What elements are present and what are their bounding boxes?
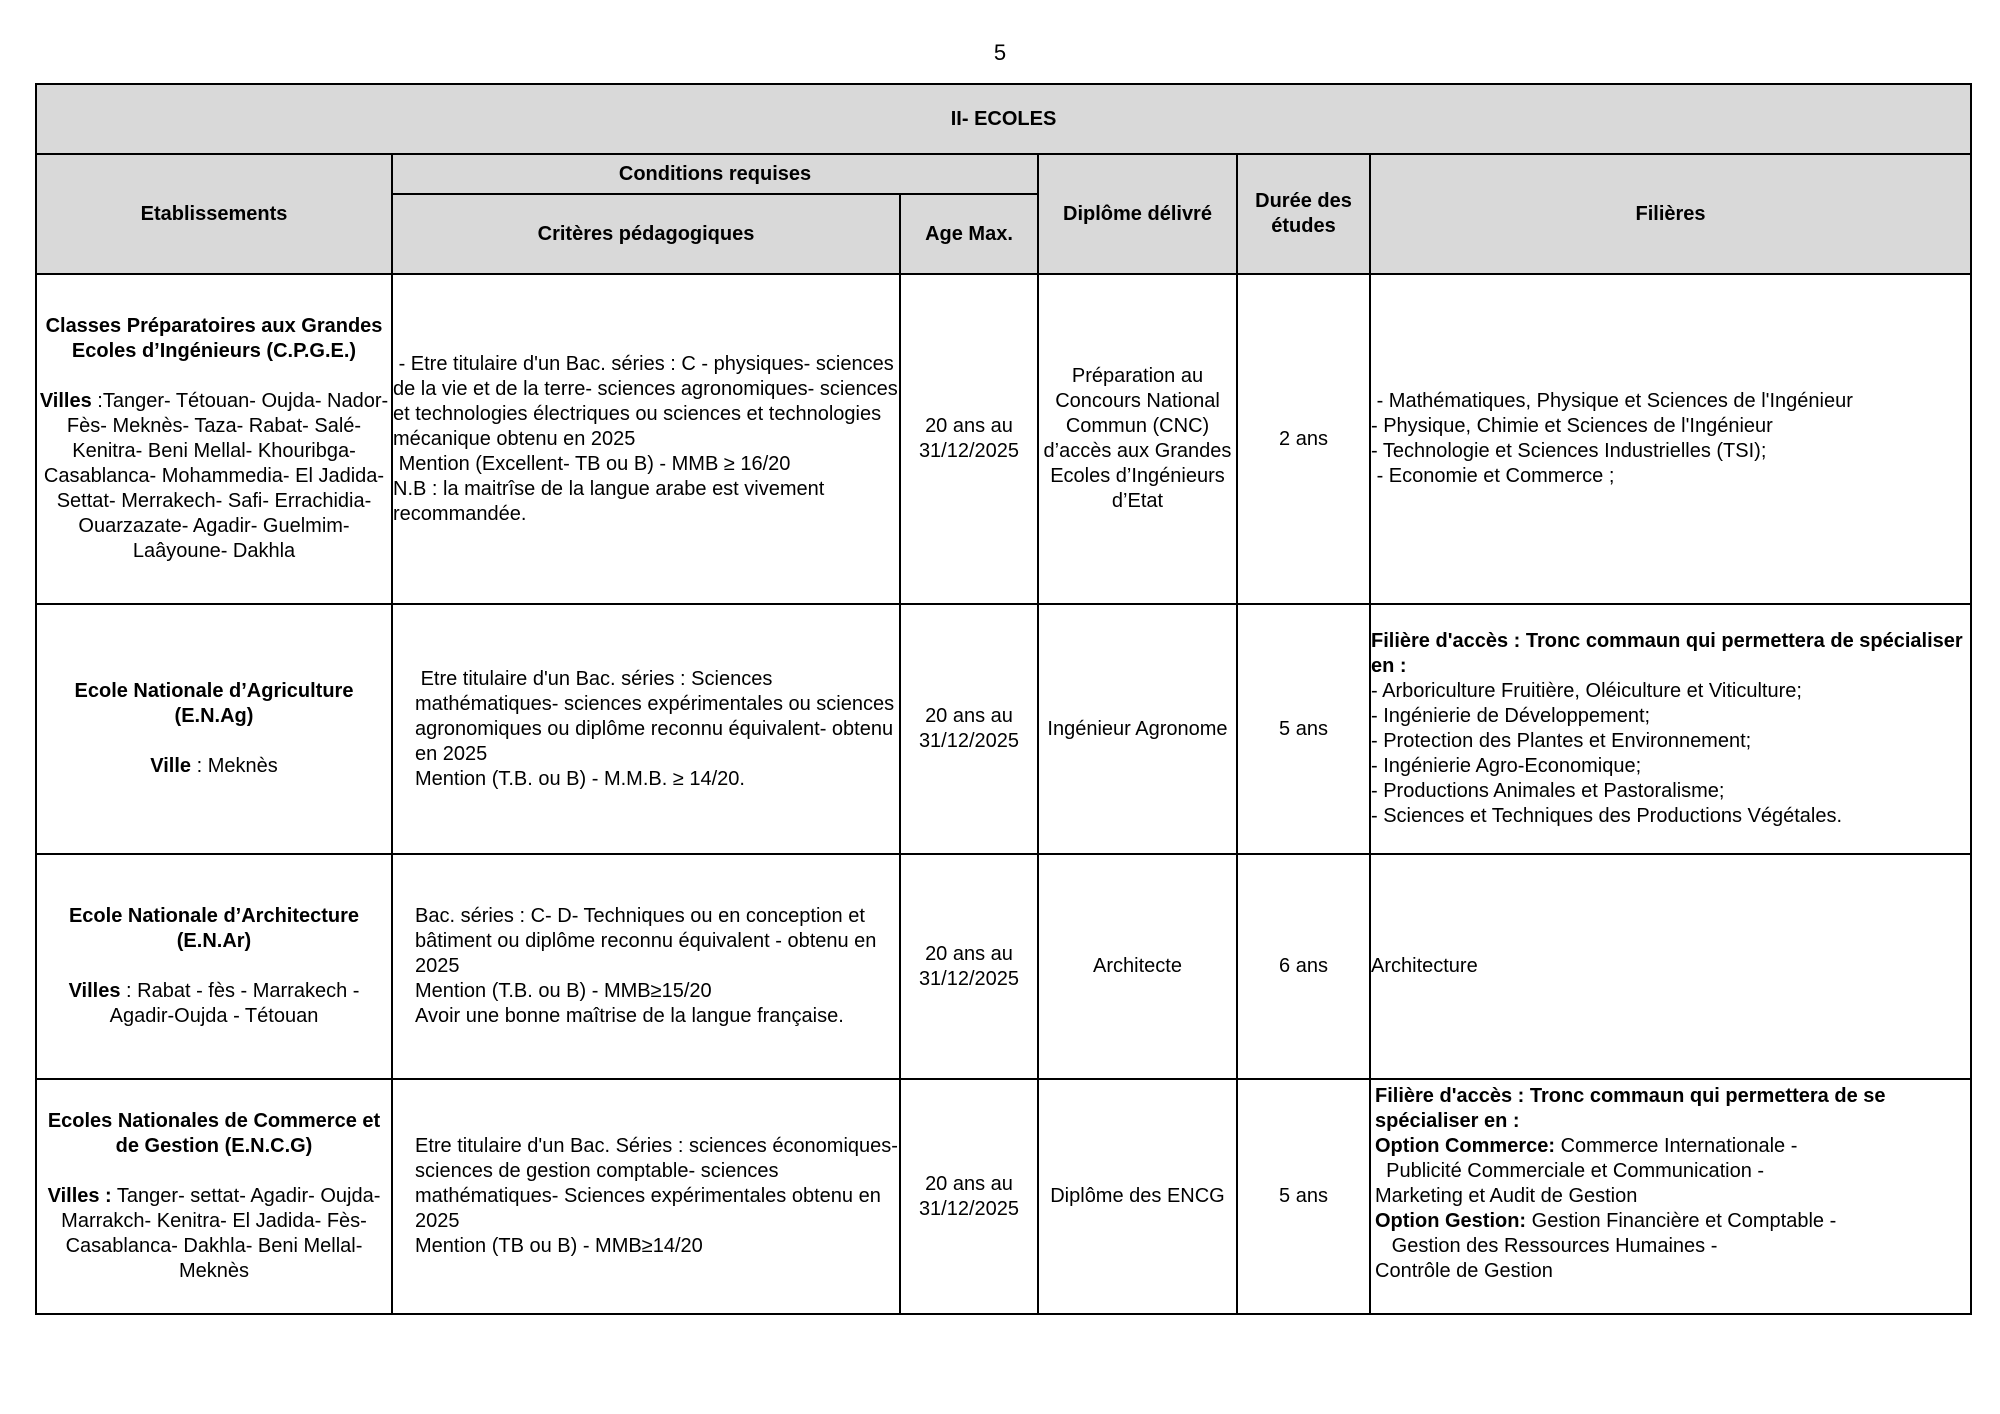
diplome-cell: Préparation au Concours National Commun (CNC) d’accès aux Grandes Ecoles d’Ingénieurs d’Etat	[1038, 274, 1237, 604]
villes-text	[37, 1184, 391, 1284]
table-row	[36, 274, 1971, 604]
option-line: Publicité Commerciale et Communication -	[1375, 1160, 1765, 1182]
diplome-cell: Ingénieur Agronome	[1038, 604, 1237, 854]
duree-cell: 2 ans	[1237, 274, 1370, 604]
option-line: Gestion des Ressources Humaines -	[1375, 1235, 1718, 1257]
duree-cell: 6 ans	[1237, 854, 1370, 1079]
option-label: Option Gestion:	[1375, 1210, 1527, 1232]
schools-table	[35, 83, 1972, 1315]
filiere-item: - Economie et Commerce ;	[1371, 465, 1615, 487]
villes-label: Ville	[150, 755, 192, 777]
criteres-line: Etre titulaire d'un Bac. Séries : sciences économiques- sciences de gestion comptable- sciences mathématiques- Sciences expérimentales obtenu en 2025	[415, 1135, 904, 1232]
filiere-intro: Filière d'accès : Tronc commaun qui permettera de spécialiser en :	[1371, 630, 1969, 677]
age-max-cell: 20 ans au 31/12/2025	[900, 274, 1038, 604]
filiere-item: - Arboriculture Fruitière, Oléiculture et Viticulture;	[1371, 680, 1802, 702]
header-conditions: Conditions requises	[392, 154, 1038, 194]
criteres-line: Bac. séries : C- D- Techniques ou en conception et bâtiment ou diplôme reconnu équivalent - obtenu en 2025	[415, 905, 882, 977]
duree-cell: 5 ans	[1237, 604, 1370, 854]
filieres-cell	[1370, 854, 1971, 1079]
etablissement-name: Classes Préparatoires aux Grandes Ecoles d’Ingénieurs (C.P.G.E.)	[45, 315, 383, 362]
villes-text	[37, 389, 391, 564]
criteres-cell	[392, 604, 900, 854]
criteres-cell	[392, 274, 904, 604]
criteres-cell	[392, 1079, 904, 1314]
filiere-item: - Mathématiques, Physique et Sciences de l'Ingénieur	[1371, 390, 1853, 412]
header-age-max: Age Max.	[900, 194, 1038, 274]
diplome-cell: Architecte	[1038, 854, 1237, 1079]
filiere-item: - Sciences et Techniques des Productions Végétales.	[1371, 805, 1843, 827]
villes-text	[37, 979, 391, 1029]
villes-list: :Tanger- Tétouan- Oujda- Nador- Fès- Meknès- Taza- Rabat- Salé- Kenitra- Beni Mellal- Khouribga- Casablanca- Mohammedia- El Jadida- Settat- Merrakech- Safi- Errachidia- Ouarzazate- Agadir- Guelmim- Laâyoune- Dakhla	[43, 390, 389, 562]
villes-list: : Rabat - fès - Marrakech - Agadir-Oujda - Tétouan	[109, 980, 360, 1027]
duree-cell: 5 ans	[1237, 1079, 1370, 1314]
filiere-item: - Physique, Chimie et Sciences de l'Ingénieur	[1371, 415, 1773, 437]
section-title: II- ECOLES	[36, 84, 1971, 154]
header-diplome: Diplôme délivré	[1038, 154, 1237, 274]
diplome-cell: Diplôme des ENCG	[1038, 1079, 1237, 1314]
header-duree-line2: études	[1271, 215, 1336, 237]
criteres-line: Mention (T.B. ou B) - MMB≥15/20	[415, 980, 712, 1002]
table-row	[36, 604, 1971, 854]
option-line: Gestion Financière et Comptable -	[1526, 1210, 1837, 1232]
table-row	[36, 854, 1971, 1079]
option-label: Option Commerce:	[1375, 1135, 1556, 1157]
age-max-cell: 20 ans au 31/12/2025	[900, 854, 1038, 1079]
filieres-cell	[1370, 274, 1971, 604]
criteres-line: Mention (TB ou B) - MMB≥14/20	[415, 1235, 703, 1257]
age-max-cell: 20 ans au 31/12/2025	[900, 1079, 1038, 1314]
criteres-line: Etre titulaire d'un Bac. séries : Sciences mathématiques- sciences expérimentales ou sciences agronomiques ou diplôme reconnu équivalent- obtenu en 2025	[415, 667, 900, 765]
filieres-cell	[1370, 1079, 1971, 1314]
filiere-item: Architecture	[1371, 955, 1478, 977]
option-line: Commerce Internationale -	[1555, 1135, 1798, 1157]
filiere-item: - Ingénierie de Développement;	[1371, 705, 1651, 727]
etablissement-name: Ecole Nationale d’Architecture (E.N.Ar)	[68, 905, 360, 952]
page-number: 5	[993, 40, 1007, 65]
etablissement-name: Ecole Nationale d’Agriculture (E.N.Ag)	[74, 680, 354, 727]
etablissement-cell	[36, 854, 392, 1079]
villes-text	[37, 754, 391, 779]
filiere-item: - Protection des Plantes et Environnement;	[1371, 730, 1752, 752]
table-row	[36, 1079, 1971, 1314]
header-filieres: Filières	[1370, 154, 1971, 274]
etablissement-name: Ecoles Nationales de Commerce et de Gestion (E.N.C.G)	[47, 1110, 381, 1157]
option-gestion	[1375, 1209, 1970, 1234]
filiere-intro: Filière d'accès : Tronc commaun qui permettera de se spécialiser en :	[1375, 1085, 1892, 1132]
header-criteres: Critères pédagogiques	[392, 194, 900, 274]
option-line: Contrôle de Gestion	[1375, 1260, 1553, 1282]
etablissement-cell	[36, 604, 392, 854]
etablissement-cell	[36, 274, 392, 604]
criteres-cell	[392, 854, 900, 1079]
criteres-line: - Etre titulaire d'un Bac. séries : C - physiques- sciences de la vie et de la terre- sciences agronomiques- sciences et technologies électriques ou sciences et technologies mécanique obtenu en 2025	[393, 352, 904, 450]
etablissement-cell	[36, 1079, 392, 1314]
villes-label: Villes	[39, 390, 92, 412]
filiere-item: - Technologie et Sciences Industrielles (TSI);	[1371, 440, 1767, 462]
villes-label: Villes	[68, 980, 121, 1002]
filieres-cell	[1370, 604, 1971, 854]
criteres-line: Avoir une bonne maîtrise de la langue française.	[415, 1005, 844, 1027]
villes-list: : Meknès	[191, 755, 278, 777]
villes-label: Villes :	[47, 1185, 112, 1207]
criteres-line: N.B : la maitrîse de la langue arabe est vivement recommandée.	[393, 477, 830, 525]
filiere-item: - Productions Animales et Pastoralisme;	[1371, 780, 1725, 802]
criteres-line: Mention (T.B. ou B) - M.M.B. ≥ 14/20.	[415, 767, 745, 790]
villes-list: Tanger- settat- Agadir- Oujda- Marrakch- Kenitra- El Jadida- Fès- Casablanca- Dakhla- Beni Mellal- Meknès	[61, 1185, 381, 1282]
option-commerce	[1375, 1134, 1970, 1159]
age-max-cell: 20 ans au 31/12/2025	[900, 604, 1038, 854]
criteres-line: Mention (Excellent- TB ou B) - MMB ≥ 16/20	[393, 452, 791, 475]
option-line: Marketing et Audit de Gestion	[1375, 1185, 1638, 1207]
filiere-item: - Ingénierie Agro-Economique;	[1371, 755, 1642, 777]
header-duree-line1: Durée des	[1255, 190, 1352, 212]
header-etablissements: Etablissements	[36, 154, 392, 274]
header-duree	[1237, 154, 1370, 274]
